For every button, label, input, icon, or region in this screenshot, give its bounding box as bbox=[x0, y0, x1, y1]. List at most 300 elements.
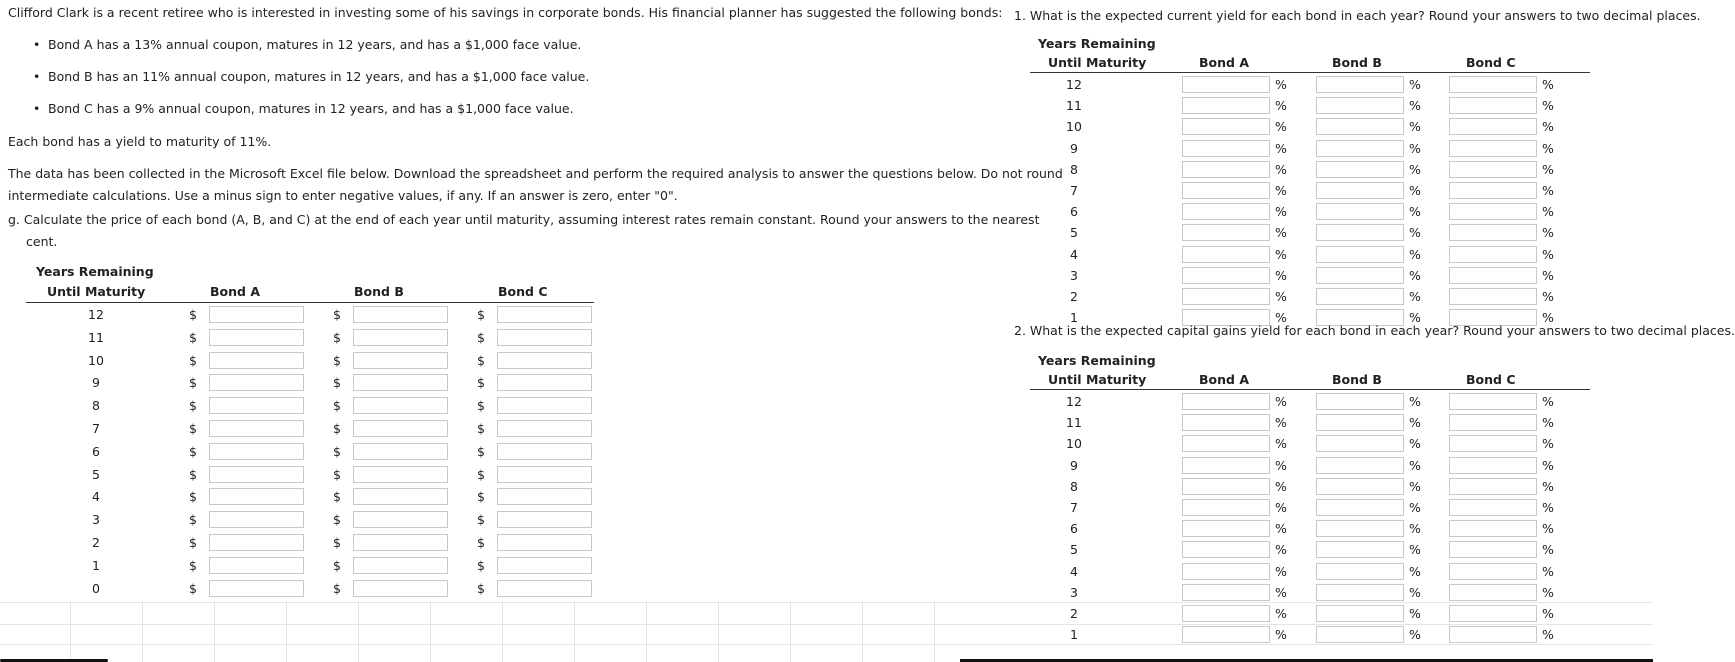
bond-c-yield-input[interactable] bbox=[1449, 520, 1537, 537]
table-row bbox=[1030, 542, 1650, 563]
question-2-text: 2. What is the expected capital gains yield for each bond in each year? Round your answers to two decimal places. bbox=[1014, 323, 1735, 338]
bond-b-price-input[interactable] bbox=[353, 443, 448, 460]
table-row bbox=[1030, 141, 1650, 162]
bond-c-yield-input[interactable] bbox=[1449, 626, 1537, 643]
bond-b-yield-input[interactable] bbox=[1316, 478, 1404, 495]
years-remaining-cell: 4 bbox=[92, 489, 100, 505]
bond-a-yield-input[interactable] bbox=[1182, 161, 1270, 178]
percent-sign: % bbox=[1409, 500, 1421, 515]
bullet-icon: • bbox=[33, 69, 41, 84]
years-remaining-cell: 6 bbox=[1070, 521, 1078, 537]
bond-b-price-input[interactable] bbox=[353, 557, 448, 574]
percent-sign: % bbox=[1542, 289, 1554, 304]
bond-c-yield-input[interactable] bbox=[1449, 267, 1537, 284]
intro-text: Clifford Clark is a recent retiree who is interested in investing some of his savings in corporate bonds. His financial planner has suggested the following bonds: bbox=[8, 5, 1003, 20]
bond-b-yield-input[interactable] bbox=[1316, 584, 1404, 601]
percent-sign: % bbox=[1275, 225, 1287, 241]
bond-b-header: Bond B bbox=[1332, 55, 1382, 70]
dollar-sign: $ bbox=[189, 512, 197, 528]
years-remaining-cell: 8 bbox=[1070, 478, 1078, 494]
bond-b-yield-input[interactable] bbox=[1316, 118, 1404, 135]
dollar-sign: $ bbox=[189, 307, 197, 322]
bond-c-yield-input[interactable] bbox=[1449, 140, 1537, 157]
years-remaining-cell: 11 bbox=[1066, 415, 1082, 431]
table-row bbox=[1030, 415, 1650, 436]
bond-a-yield-input[interactable] bbox=[1182, 457, 1270, 474]
percent-sign: % bbox=[1409, 584, 1421, 600]
percent-sign: % bbox=[1542, 119, 1554, 135]
bond-b-yield-input[interactable] bbox=[1316, 414, 1404, 431]
table-row bbox=[1030, 479, 1650, 500]
percent-sign: % bbox=[1409, 225, 1421, 241]
bond-c-price-input[interactable] bbox=[497, 329, 592, 346]
bond-a-yield-input[interactable] bbox=[1182, 76, 1270, 93]
bond-b-price-input[interactable] bbox=[353, 511, 448, 528]
years-remaining-cell: 1 bbox=[1070, 310, 1078, 326]
percent-sign: % bbox=[1542, 140, 1554, 156]
grid-line bbox=[646, 602, 647, 662]
percent-sign: % bbox=[1409, 521, 1421, 537]
table-row bbox=[1030, 627, 1650, 648]
bond-c-price-input[interactable] bbox=[497, 580, 592, 597]
percent-sign: % bbox=[1542, 225, 1554, 241]
percent-sign: % bbox=[1275, 140, 1287, 156]
grid-line bbox=[934, 602, 935, 662]
bond-b-yield-input[interactable] bbox=[1316, 457, 1404, 474]
bond-a-price-input[interactable] bbox=[209, 511, 304, 528]
grid-line bbox=[70, 602, 71, 662]
percent-sign: % bbox=[1542, 161, 1554, 177]
question-1-text: 1. What is the expected current yield for each bond in each year? Round your answers to two decimal places. bbox=[1014, 8, 1701, 23]
percent-sign: % bbox=[1542, 204, 1554, 220]
percent-sign: % bbox=[1409, 119, 1421, 135]
percent-sign: % bbox=[1275, 436, 1287, 452]
bond-b-yield-input[interactable] bbox=[1316, 140, 1404, 157]
bond-a-price-input[interactable] bbox=[209, 420, 304, 437]
dollar-sign: $ bbox=[477, 443, 485, 459]
bond-c-price-input[interactable] bbox=[497, 511, 592, 528]
bond-a-price-input[interactable] bbox=[209, 534, 304, 551]
percent-sign: % bbox=[1542, 394, 1554, 409]
percent-sign: % bbox=[1275, 394, 1287, 409]
bond-a-price-input[interactable] bbox=[209, 329, 304, 346]
percent-sign: % bbox=[1275, 267, 1287, 283]
capital-gains-yield-table bbox=[1030, 353, 1650, 643]
dollar-sign: $ bbox=[189, 352, 197, 368]
percent-sign: % bbox=[1409, 204, 1421, 220]
table-row bbox=[1030, 585, 1650, 606]
bond-a-yield-input[interactable] bbox=[1182, 140, 1270, 157]
bond-c-price-input[interactable] bbox=[497, 374, 592, 391]
bond-b-price-input[interactable] bbox=[353, 329, 448, 346]
dollar-sign: $ bbox=[333, 375, 341, 391]
dollar-sign: $ bbox=[189, 557, 197, 573]
bond-b-price-input[interactable] bbox=[353, 306, 448, 323]
years-remaining-cell: 9 bbox=[92, 375, 100, 391]
bond-c-price-input[interactable] bbox=[497, 488, 592, 505]
table-row bbox=[26, 489, 596, 510]
grid-line bbox=[214, 602, 215, 662]
bond-b-yield-input[interactable] bbox=[1316, 626, 1404, 643]
years-header-line2: Until Maturity bbox=[1048, 55, 1147, 70]
percent-sign: % bbox=[1542, 77, 1554, 92]
table-row bbox=[26, 558, 596, 579]
bond-c-yield-input[interactable] bbox=[1449, 541, 1537, 558]
years-header-line1: Years Remaining bbox=[36, 264, 154, 279]
percent-sign: % bbox=[1409, 310, 1421, 326]
percent-sign: % bbox=[1275, 415, 1287, 431]
years-remaining-cell: 9 bbox=[1070, 457, 1078, 473]
percent-sign: % bbox=[1409, 606, 1421, 621]
dollar-sign: $ bbox=[477, 489, 485, 505]
dollar-sign: $ bbox=[189, 375, 197, 391]
years-remaining-cell: 12 bbox=[88, 307, 104, 322]
bond-c-header: Bond C bbox=[1466, 55, 1516, 70]
bond-a-yield-input[interactable] bbox=[1182, 246, 1270, 263]
bond-c-yield-input[interactable] bbox=[1449, 182, 1537, 199]
dollar-sign: $ bbox=[189, 489, 197, 505]
question-g-text: g. Calculate the price of each bond (A, B, and C) at the end of each year until maturity, assuming interest rates remain constant. Round your answers to the nearest bbox=[8, 212, 1040, 227]
bond-b-yield-input[interactable] bbox=[1316, 520, 1404, 537]
table-row bbox=[1030, 289, 1650, 310]
percent-sign: % bbox=[1409, 415, 1421, 431]
percent-sign: % bbox=[1409, 98, 1421, 114]
bond-c-yield-input[interactable] bbox=[1449, 161, 1537, 178]
table-row bbox=[1030, 436, 1650, 457]
table-row bbox=[26, 535, 596, 556]
bond-a-yield-input[interactable] bbox=[1182, 626, 1270, 643]
bond-b-price-input[interactable] bbox=[353, 466, 448, 483]
bond-b-yield-input[interactable] bbox=[1316, 203, 1404, 220]
percent-sign: % bbox=[1409, 542, 1421, 558]
dollar-sign: $ bbox=[333, 557, 341, 573]
dollar-sign: $ bbox=[189, 535, 197, 550]
bond-a-yield-input[interactable] bbox=[1182, 520, 1270, 537]
dollar-sign: $ bbox=[477, 466, 485, 482]
bond-c-header: Bond C bbox=[498, 284, 548, 299]
instructions-line-2: intermediate calculations. Use a minus sign to enter negative values, if any. If an answer is zero, enter "0". bbox=[8, 188, 678, 203]
dollar-sign: $ bbox=[477, 375, 485, 391]
bond-b-yield-input[interactable] bbox=[1316, 97, 1404, 114]
years-header-line1: Years Remaining bbox=[1038, 353, 1156, 368]
table-row bbox=[26, 444, 596, 465]
percent-sign: % bbox=[1275, 183, 1287, 198]
table-row bbox=[1030, 225, 1650, 246]
table-row bbox=[1030, 162, 1650, 183]
grid-line bbox=[430, 602, 431, 662]
table-row bbox=[26, 512, 596, 533]
bond-price-table bbox=[26, 264, 596, 604]
percent-sign: % bbox=[1542, 310, 1554, 326]
percent-sign: % bbox=[1275, 289, 1287, 304]
years-remaining-cell: 7 bbox=[1070, 183, 1078, 198]
grid-line bbox=[358, 602, 359, 662]
bond-a-yield-input[interactable] bbox=[1182, 97, 1270, 114]
dollar-sign: $ bbox=[333, 580, 341, 596]
bond-a-price-input[interactable] bbox=[209, 397, 304, 414]
bond-c-yield-input[interactable] bbox=[1449, 457, 1537, 474]
years-remaining-cell: 3 bbox=[1070, 584, 1078, 600]
bond-b-price-input[interactable] bbox=[353, 420, 448, 437]
bond-b-yield-input[interactable] bbox=[1316, 605, 1404, 622]
percent-sign: % bbox=[1542, 415, 1554, 431]
years-header-line2: Until Maturity bbox=[1048, 372, 1147, 387]
table-row bbox=[26, 421, 596, 442]
table-row bbox=[26, 581, 596, 602]
percent-sign: % bbox=[1542, 542, 1554, 558]
years-remaining-cell: 8 bbox=[1070, 161, 1078, 177]
bond-c-price-input[interactable] bbox=[497, 306, 592, 323]
bond-a-price-input[interactable] bbox=[209, 557, 304, 574]
bullet-icon: • bbox=[33, 101, 41, 116]
bond-c-price-input[interactable] bbox=[497, 420, 592, 437]
bond-c-yield-input[interactable] bbox=[1449, 224, 1537, 241]
percent-sign: % bbox=[1542, 521, 1554, 537]
table-row bbox=[1030, 521, 1650, 542]
percent-sign: % bbox=[1275, 161, 1287, 177]
percent-sign: % bbox=[1275, 478, 1287, 494]
bond-b-yield-input[interactable] bbox=[1316, 224, 1404, 241]
bond-c-yield-input[interactable] bbox=[1449, 414, 1537, 431]
dollar-sign: $ bbox=[477, 421, 485, 436]
bond-b-yield-input[interactable] bbox=[1316, 435, 1404, 452]
years-remaining-cell: 10 bbox=[1066, 436, 1082, 452]
percent-sign: % bbox=[1275, 310, 1287, 326]
percent-sign: % bbox=[1275, 563, 1287, 579]
percent-sign: % bbox=[1275, 584, 1287, 600]
bond-b-price-input[interactable] bbox=[353, 374, 448, 391]
grid-line bbox=[862, 602, 863, 662]
percent-sign: % bbox=[1275, 204, 1287, 220]
table-row bbox=[26, 398, 596, 419]
dollar-sign: $ bbox=[333, 307, 341, 322]
table-row bbox=[1030, 394, 1650, 415]
grid-line bbox=[574, 602, 575, 662]
table-row bbox=[26, 375, 596, 396]
years-remaining-cell: 9 bbox=[1070, 140, 1078, 156]
bond-b-price-input[interactable] bbox=[353, 397, 448, 414]
bond-a-price-input[interactable] bbox=[209, 374, 304, 391]
bond-a-price-input[interactable] bbox=[209, 580, 304, 597]
percent-sign: % bbox=[1409, 289, 1421, 304]
bond-a-yield-input[interactable] bbox=[1182, 605, 1270, 622]
bond-c-header: Bond C bbox=[1466, 372, 1516, 387]
percent-sign: % bbox=[1409, 183, 1421, 198]
bond-a-yield-input[interactable] bbox=[1182, 224, 1270, 241]
bond-a-yield-input[interactable] bbox=[1182, 267, 1270, 284]
bond-b-yield-input[interactable] bbox=[1316, 267, 1404, 284]
bond-c-price-input[interactable] bbox=[497, 352, 592, 369]
bond-a-yield-input[interactable] bbox=[1182, 414, 1270, 431]
percent-sign: % bbox=[1275, 457, 1287, 473]
bond-b-yield-input[interactable] bbox=[1316, 76, 1404, 93]
years-remaining-cell: 7 bbox=[92, 421, 100, 436]
bond-a-yield-input[interactable] bbox=[1182, 478, 1270, 495]
bond-c-yield-input[interactable] bbox=[1449, 584, 1537, 601]
percent-sign: % bbox=[1542, 563, 1554, 579]
bond-c-yield-input[interactable] bbox=[1449, 478, 1537, 495]
years-remaining-cell: 4 bbox=[1070, 246, 1078, 262]
bond-c-price-input[interactable] bbox=[497, 466, 592, 483]
dollar-sign: $ bbox=[333, 443, 341, 459]
percent-sign: % bbox=[1409, 246, 1421, 262]
bond-c-price-input[interactable] bbox=[497, 397, 592, 414]
bond-c-yield-input[interactable] bbox=[1449, 76, 1537, 93]
percent-sign: % bbox=[1542, 627, 1554, 643]
bond-a-price-input[interactable] bbox=[209, 488, 304, 505]
percent-sign: % bbox=[1275, 77, 1287, 92]
bond-a-yield-input[interactable] bbox=[1182, 203, 1270, 220]
dollar-sign: $ bbox=[333, 398, 341, 414]
bond-b-yield-input[interactable] bbox=[1316, 499, 1404, 516]
bond-a-yield-input[interactable] bbox=[1182, 118, 1270, 135]
percent-sign: % bbox=[1542, 267, 1554, 283]
percent-sign: % bbox=[1409, 161, 1421, 177]
bond-a-price-input[interactable] bbox=[209, 466, 304, 483]
percent-sign: % bbox=[1409, 478, 1421, 494]
bond-a-yield-input[interactable] bbox=[1182, 563, 1270, 580]
table-row bbox=[26, 330, 596, 351]
dollar-sign: $ bbox=[333, 421, 341, 436]
years-remaining-cell: 12 bbox=[1066, 394, 1082, 409]
bond-b-header: Bond B bbox=[1332, 372, 1382, 387]
table-row bbox=[1030, 119, 1650, 140]
years-remaining-cell: 12 bbox=[1066, 77, 1082, 92]
dollar-sign: $ bbox=[333, 329, 341, 345]
percent-sign: % bbox=[1275, 627, 1287, 643]
bond-b-yield-input[interactable] bbox=[1316, 563, 1404, 580]
years-remaining-cell: 7 bbox=[1070, 500, 1078, 515]
years-remaining-cell: 6 bbox=[92, 443, 100, 459]
grid-line bbox=[286, 602, 287, 662]
bond-b-yield-input[interactable] bbox=[1316, 161, 1404, 178]
bond-c-yield-input[interactable] bbox=[1449, 288, 1537, 305]
years-remaining-cell: 6 bbox=[1070, 204, 1078, 220]
table-row bbox=[1030, 247, 1650, 268]
dollar-sign: $ bbox=[477, 580, 485, 596]
bond-a-yield-input[interactable] bbox=[1182, 288, 1270, 305]
years-remaining-cell: 1 bbox=[92, 557, 100, 573]
table-row bbox=[1030, 183, 1650, 204]
bond-c-description: Bond C has a 9% annual coupon, matures in 12 years, and has a $1,000 face value. bbox=[48, 101, 574, 116]
bond-b-price-input[interactable] bbox=[353, 352, 448, 369]
bond-c-yield-input[interactable] bbox=[1449, 605, 1537, 622]
bond-c-yield-input[interactable] bbox=[1449, 393, 1537, 410]
bond-a-yield-input[interactable] bbox=[1182, 541, 1270, 558]
table-row bbox=[1030, 458, 1650, 479]
table-row bbox=[26, 307, 596, 328]
dollar-sign: $ bbox=[189, 329, 197, 345]
bond-b-price-input[interactable] bbox=[353, 534, 448, 551]
years-remaining-cell: 0 bbox=[92, 580, 100, 596]
bond-b-yield-input[interactable] bbox=[1316, 246, 1404, 263]
bond-c-yield-input[interactable] bbox=[1449, 97, 1537, 114]
bond-a-yield-input[interactable] bbox=[1182, 435, 1270, 452]
bond-b-price-input[interactable] bbox=[353, 488, 448, 505]
years-remaining-cell: 3 bbox=[92, 512, 100, 528]
dollar-sign: $ bbox=[477, 557, 485, 573]
ytm-text: Each bond has a yield to maturity of 11%. bbox=[8, 134, 272, 149]
dollar-sign: $ bbox=[333, 489, 341, 505]
bond-c-price-input[interactable] bbox=[497, 443, 592, 460]
percent-sign: % bbox=[1542, 478, 1554, 494]
bond-a-yield-input[interactable] bbox=[1182, 393, 1270, 410]
bond-b-yield-input[interactable] bbox=[1316, 393, 1404, 410]
dollar-sign: $ bbox=[189, 466, 197, 482]
percent-sign: % bbox=[1275, 246, 1287, 262]
bond-c-price-input[interactable] bbox=[497, 557, 592, 574]
percent-sign: % bbox=[1542, 606, 1554, 621]
bond-a-yield-input[interactable] bbox=[1182, 182, 1270, 199]
bond-c-yield-input[interactable] bbox=[1449, 118, 1537, 135]
years-header-line2: Until Maturity bbox=[47, 284, 146, 299]
percent-sign: % bbox=[1542, 584, 1554, 600]
table-row bbox=[1030, 77, 1650, 98]
years-header-line1: Years Remaining bbox=[1038, 36, 1156, 51]
years-remaining-cell: 5 bbox=[1070, 542, 1078, 558]
bond-a-price-input[interactable] bbox=[209, 352, 304, 369]
percent-sign: % bbox=[1542, 436, 1554, 452]
bond-a-price-input[interactable] bbox=[209, 443, 304, 460]
percent-sign: % bbox=[1275, 500, 1287, 515]
dollar-sign: $ bbox=[189, 443, 197, 459]
bond-b-yield-input[interactable] bbox=[1316, 541, 1404, 558]
percent-sign: % bbox=[1542, 98, 1554, 114]
percent-sign: % bbox=[1409, 563, 1421, 579]
bond-c-price-input[interactable] bbox=[497, 534, 592, 551]
bond-c-yield-input[interactable] bbox=[1449, 499, 1537, 516]
bond-b-header: Bond B bbox=[354, 284, 404, 299]
years-remaining-cell: 2 bbox=[92, 535, 100, 550]
dollar-sign: $ bbox=[477, 535, 485, 550]
percent-sign: % bbox=[1275, 542, 1287, 558]
bond-c-yield-input[interactable] bbox=[1449, 563, 1537, 580]
years-remaining-cell: 3 bbox=[1070, 267, 1078, 283]
dollar-sign: $ bbox=[477, 512, 485, 528]
dollar-sign: $ bbox=[333, 466, 341, 482]
bond-a-yield-input[interactable] bbox=[1182, 499, 1270, 516]
bullet-icon: • bbox=[33, 37, 41, 52]
percent-sign: % bbox=[1409, 457, 1421, 473]
bond-c-yield-input[interactable] bbox=[1449, 203, 1537, 220]
percent-sign: % bbox=[1275, 606, 1287, 621]
dollar-sign: $ bbox=[333, 535, 341, 550]
bond-b-description: Bond B has an 11% annual coupon, matures in 12 years, and has a $1,000 face value. bbox=[48, 69, 590, 84]
bond-a-header: Bond A bbox=[1199, 55, 1249, 70]
percent-sign: % bbox=[1409, 627, 1421, 643]
years-remaining-cell: 4 bbox=[1070, 563, 1078, 579]
years-remaining-cell: 10 bbox=[1066, 119, 1082, 135]
table-row bbox=[1030, 268, 1650, 289]
bond-b-yield-input[interactable] bbox=[1316, 182, 1404, 199]
bond-c-yield-input[interactable] bbox=[1449, 246, 1537, 263]
bond-c-yield-input[interactable] bbox=[1449, 435, 1537, 452]
grid-line bbox=[718, 602, 719, 662]
bond-a-price-input[interactable] bbox=[209, 306, 304, 323]
table-row bbox=[1030, 500, 1650, 521]
percent-sign: % bbox=[1409, 267, 1421, 283]
percent-sign: % bbox=[1275, 98, 1287, 114]
bond-b-price-input[interactable] bbox=[353, 580, 448, 597]
bond-b-yield-input[interactable] bbox=[1316, 288, 1404, 305]
instructions-line-1: The data has been collected in the Microsoft Excel file below. Download the spreadsheet and perform the required analysis to answer the questions below. Do not round bbox=[8, 166, 1063, 181]
years-remaining-cell: 5 bbox=[92, 466, 100, 482]
bond-a-yield-input[interactable] bbox=[1182, 584, 1270, 601]
grid-line bbox=[502, 602, 503, 662]
years-remaining-cell: 5 bbox=[1070, 225, 1078, 241]
bond-a-description: Bond A has a 13% annual coupon, matures in 12 years, and has a $1,000 face value. bbox=[48, 37, 582, 52]
percent-sign: % bbox=[1409, 436, 1421, 452]
